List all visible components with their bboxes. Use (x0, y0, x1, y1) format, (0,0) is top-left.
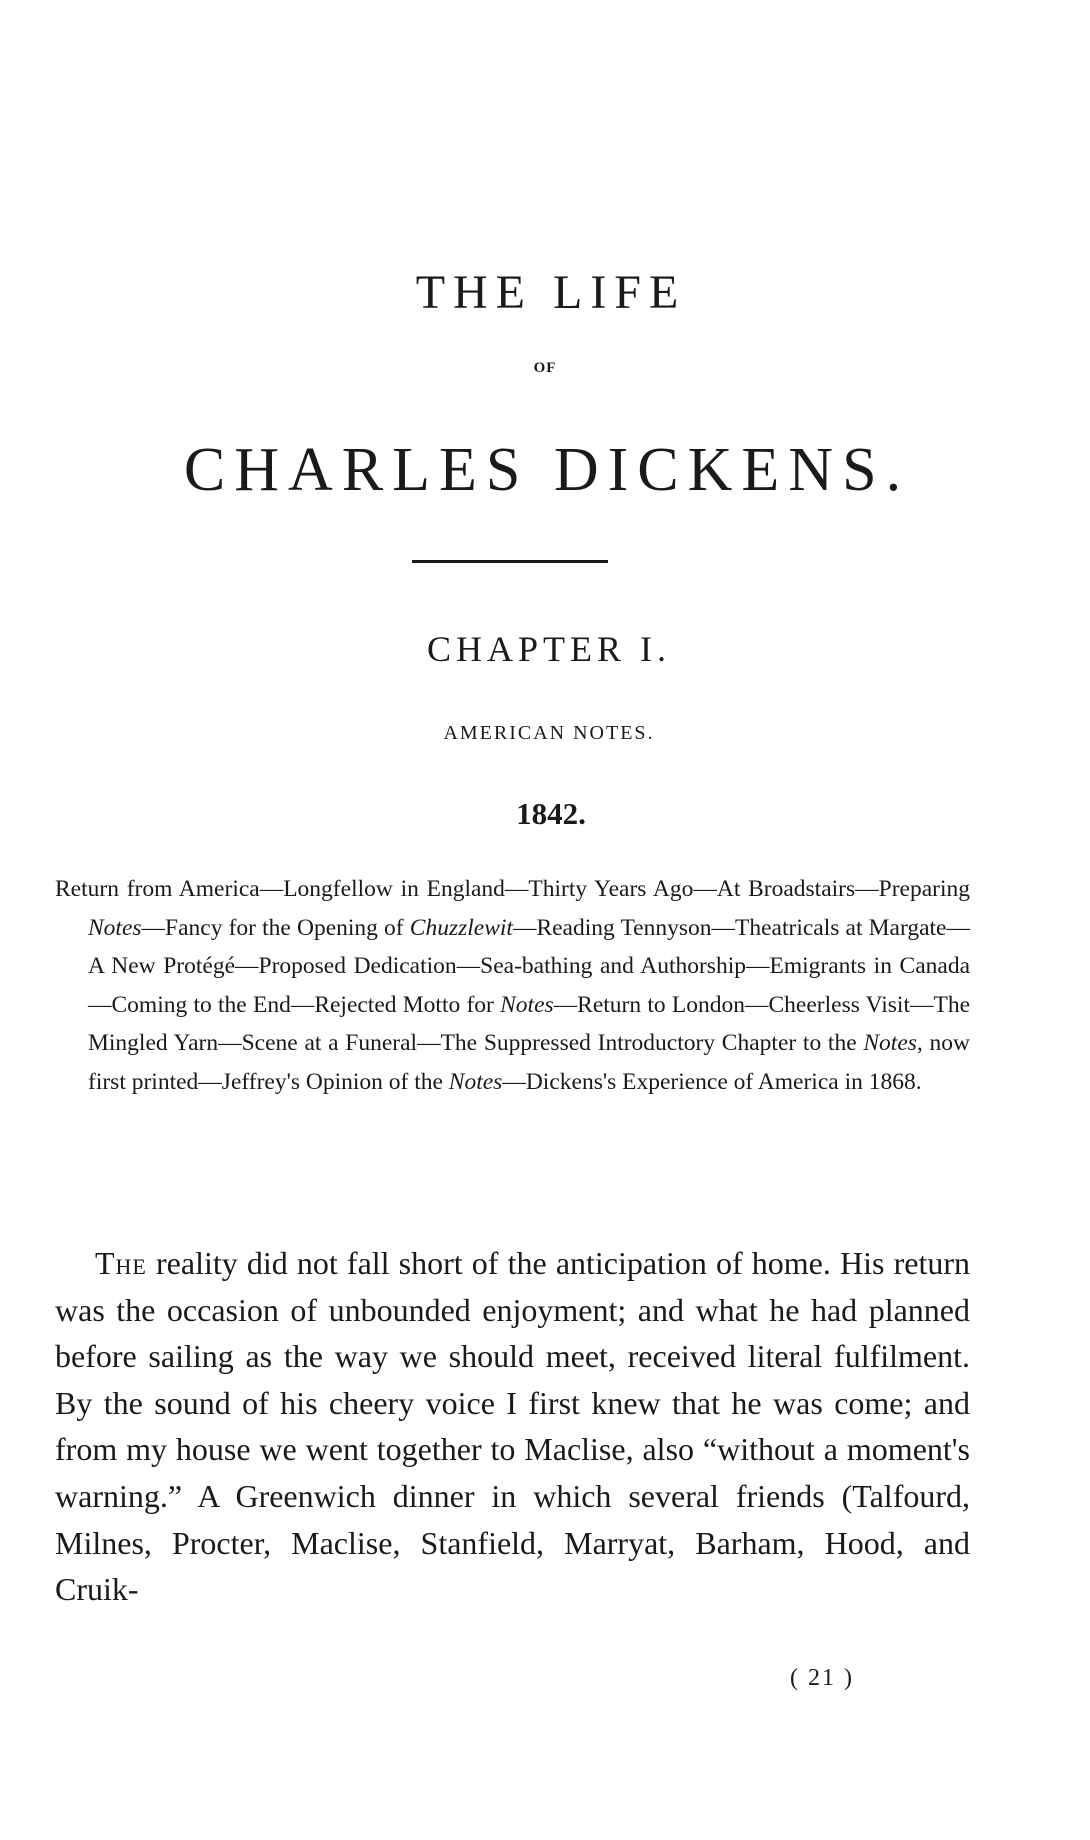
synopsis-seg: —Fancy for the Opening of (141, 914, 410, 941)
synopsis-seg: Notes (448, 1068, 503, 1095)
synopsis-seg: —Dickens's Experience of America in 1868. (502, 1068, 922, 1095)
chapter-year: 1842. (516, 796, 586, 831)
title-line: THE LIFE (415, 266, 687, 319)
chapter-synopsis (55, 870, 970, 1101)
body-text: reality did not fall short of the anticipation of home. His return was the occasion of unbounded enjoyment; and what he had planned before sailing as the way we should meet, received literal fulfilment. By the sound of his cheery voice I first knew that he was come; and from my house we went together to Maclise, also “without a moment's warning.” A Greenwich dinner in which several friends (Talfourd, Milnes, Procter, Maclise, Stanfield, Marryat, Barham, Hood, and Cruik- (55, 1245, 970, 1608)
synopsis-seg: Notes (500, 991, 554, 1018)
page-number: ( 21 ) (790, 1665, 854, 1691)
body-lead-word: The (95, 1245, 147, 1281)
chapter-subtitle: AMERICAN NOTES. (443, 722, 655, 744)
title-rule (412, 560, 608, 563)
title-name: CHARLES DICKENS. (183, 436, 911, 504)
synopsis-seg: Notes (863, 1030, 917, 1056)
synopsis-seg: , now first printed—Jeffrey's Opinion of the (88, 1030, 970, 1095)
body-paragraph (55, 1240, 970, 1613)
synopsis-seg: Notes (88, 914, 142, 941)
synopsis-seg: —Return to London—Cheerless Visit—The Mingled Yarn—Scene at a Funeral—The Suppressed Introductory Chapter to the (88, 991, 971, 1056)
chapter-heading: CHAPTER I. (426, 629, 671, 669)
synopsis-seg: Return from America—Longfellow in England—Thirty Years Ago—At Broadstairs—Preparing (55, 876, 970, 902)
synopsis-seg: Chuzzlewit (409, 914, 513, 941)
title-of: OF (533, 360, 557, 376)
synopsis-seg: —Reading Tennyson—Theatricals at Margate—A New Protégé—Proposed Dedication—Sea-bathing and Authorship—Emigrants in Canada—Coming to the End—Rejected Motto for (88, 914, 970, 1018)
